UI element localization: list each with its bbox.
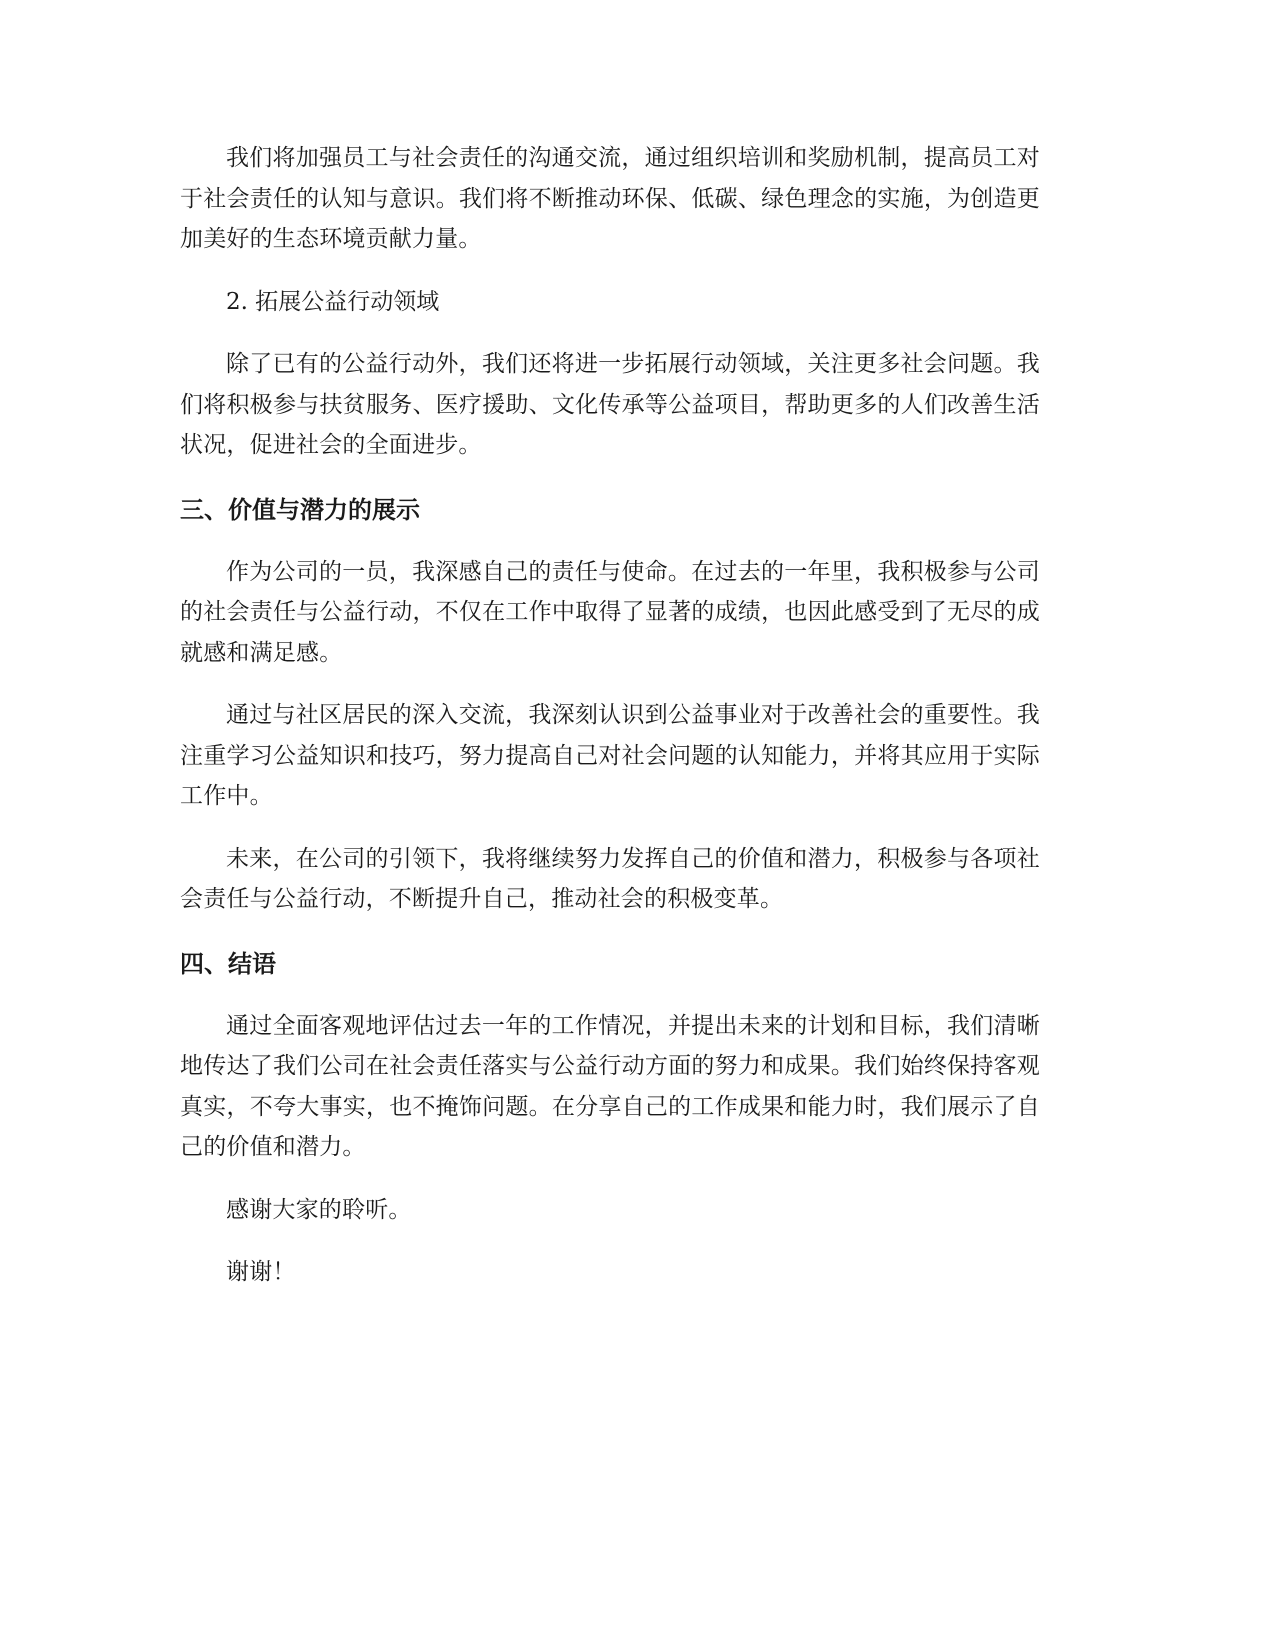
subheading-expand-charity: 2. 拓展公益行动领域 — [226, 288, 440, 315]
document-page — [180, 138, 1040, 1293]
paragraph-thank-you: 谢谢！ — [226, 1259, 296, 1285]
paragraph-thanks-listening: 感谢大家的聆听。 — [226, 1196, 412, 1223]
section-heading-value-potential: 三、价值与潜力的展示 — [180, 495, 420, 524]
paragraph-communication: 我们将加强员工与社会责任的沟通交流，通过组织培训和奖励机制，提高员工对于社会责任的认知与意识。我们将不断推动环保、低碳、绿色理念的实施，为创造更加美好的生态环境贡献力量。 — [180, 145, 1040, 252]
paragraph-conclusion: 通过全面客观地评估过去一年的工作情况，并提出未来的计划和目标，我们清晰地传达了我们公司在社会责任落实与公益行动方面的努力和成果。我们始终保持客观真实，不夸大事实，也不掩饰问题。在分享自己的工作成果和能力时，我们展示了自己的价值和潜力。 — [180, 1012, 1040, 1160]
paragraph-expand-charity: 除了已有的公益行动外，我们还将进一步拓展行动领域，关注更多社会问题。我们将积极参与扶贫服务、医疗援助、文化传承等公益项目，帮助更多的人们改善生活状况，促进社会的全面进步。 — [180, 351, 1040, 458]
paragraph-future: 未来，在公司的引领下，我将继续努力发挥自己的价值和潜力，积极参与各项社会责任与公益行动，不断提升自己，推动社会的积极变革。 — [180, 845, 1040, 912]
paragraph-responsibility: 作为公司的一员，我深感自己的责任与使命。在过去的一年里，我积极参与公司的社会责任与公益行动，不仅在工作中取得了显著的成绩，也因此感受到了无尽的成就感和满足感。 — [180, 558, 1040, 666]
section-heading-conclusion: 四、结语 — [180, 949, 276, 978]
paragraph-community: 通过与社区居民的深入交流，我深刻认识到公益事业对于改善社会的重要性。我注重学习公益知识和技巧，努力提高自己对社会问题的认知能力，并将其应用于实际工作中。 — [180, 702, 1040, 809]
